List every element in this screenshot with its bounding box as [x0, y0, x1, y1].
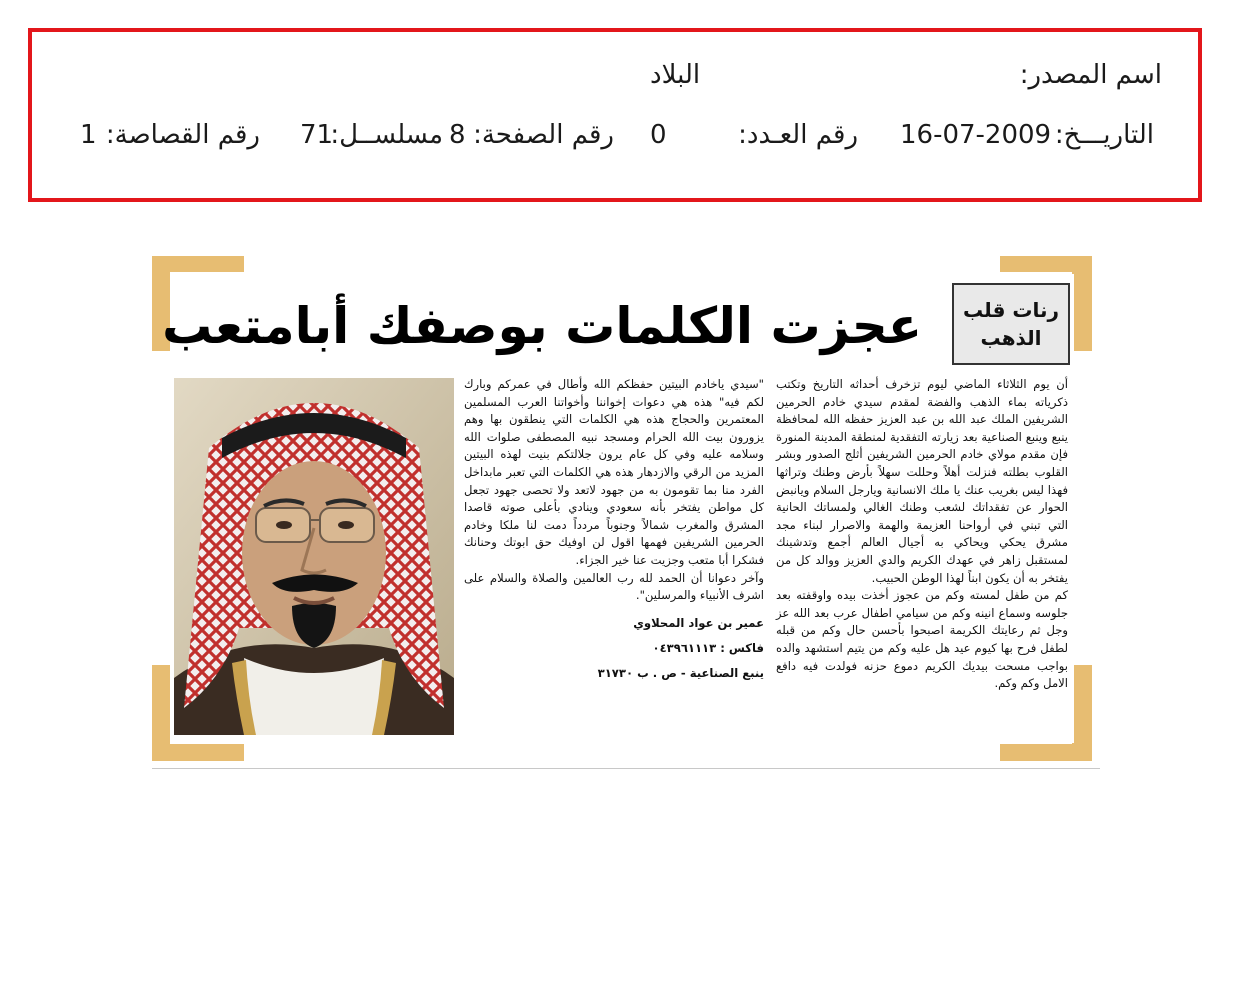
- author-address: ينبع الصناعية - ص . ب ٣١٧٣٠: [597, 665, 764, 680]
- page-value: 8: [449, 120, 466, 150]
- clipping-value: 1: [80, 120, 97, 150]
- article-column-right: [776, 376, 1068, 693]
- author-signature: [464, 611, 764, 686]
- page-label: رقم الصفحة:: [473, 120, 614, 150]
- serial-label: مسلســل:: [330, 120, 443, 150]
- portrait-illustration: [174, 378, 454, 735]
- paragraph: وآخر دعوانا أن الحمد لله رب العالمين والصلاة والسلام على اشرف الأنبياء والمرسلين".: [464, 570, 764, 603]
- source-info-box: [28, 28, 1202, 202]
- divider: [152, 768, 1100, 769]
- author-name: عمير بن عواد المحلاوي: [633, 615, 764, 630]
- serial-value: 71: [300, 120, 334, 150]
- portrait-photo: [174, 378, 454, 735]
- clipping-label: رقم القصاصة:: [105, 120, 260, 150]
- corner-bracket: [1000, 743, 1092, 761]
- article-column-left: [464, 376, 764, 686]
- corner-bracket: [1074, 256, 1092, 351]
- issue-label: رقم العـدد:: [738, 120, 858, 150]
- column-tag: [952, 283, 1070, 365]
- paragraph: كم من طفل لمسته وكم من عجوز أخذت بيده واوقفته بعد جلوسه وسماع انينه وكم من سيامي اطفال عرب بعد الله عز وجل ثم رعايتك الكريمة اصبحوا بأحسن حال وكم من قبله لطفل فرح بها كيوم عيد هل عليه وكم من يتيم استشهد والده بواجب مسحت بيديك الكريم دموع حزنه فولدت فيه دافع الامل وكم وكم.: [776, 588, 1068, 691]
- date-value: 16-07-2009: [900, 120, 1052, 150]
- article-headline: عجزت الكلمات بوصفك أبامتعب: [162, 297, 922, 355]
- author-fax: فاكس : ٠٤٣٩٦١١١٣: [652, 640, 764, 655]
- paragraph: "سيدي ياخادم البيتين حفظكم الله وأطال في عمركم وبارك لكم فيه" هذه هي دعوات إخواننا وأخواتنا العرب المسلمين المعتمرين والحجاج هذه هي الكلمات التي ينطقون بها وهم يزورون بيت الله الحرام ومسجد نبيه المصطفى صلوات الله وسلامه عليه وفي كل عام يرون جلالتكم بنيت لهذه البيتين المزيد من الرقي والازدهار هذه هي الكلمات التي تعبر مابداخل الفرد منا بما تقومون به من جهود لاتعد ولا تحصى جهود تجعل كل مواطن يفتخر بأنه سعودي وينادي بأعلى صوته قاصدا المشرق والمغرب شمالاً وجنوباً مردداً دمت لنا ملكا وخادم الحرمين الشريفين فهمها اقول لن اوفيك حق ابوتك وحنانك فشكرا أبا متعب وجزيت عنا خير الجزاء.: [464, 377, 764, 567]
- issue-value: 0: [650, 120, 667, 150]
- paragraph: أن يوم الثلاثاء الماضي ليوم تزخرف أحداثه التاريخ وتكتب ذكرياته بماء الذهب والفضة لمقدم سيدي خادم الحرمين الشريفين الملك عبد الله بن عبد العزيز حفظه الله لمحافظة ينبع وينبع الصناعية بعد زيارته التفقدية لمنطقة المدينة المنورة فإن مقدم مولاي خادم الحرمين الشريفين أثلج الصدور وبشر القلوب بطلته فنزلت أهلاً وحللت سهلاً بأرض وطنك وتراثها فهذا ليس بغريب عنك يا ملك الانسانية ويارجل السلام ويانبض الحوار عن تفقداتك لشعب وطنك الغالي ولمساتك الحانية التي تبني في أرواحنا العزيمة والهمة والاصرار لبناء مجد مشرق يحكي ويحاكي به أجيال العالم أجمع وتدشينك لمستقبل زاهر في عهدك الكريم والدي العزيز ووالد كل من يفتخر به أن يكون ابناً لهذا الوطن الحبيب.: [776, 377, 1068, 585]
- date-label: التاريـــخ:: [1054, 120, 1154, 150]
- source-value: البلاد: [650, 60, 701, 90]
- source-label: اسم المصدر:: [1019, 60, 1162, 90]
- corner-bracket: [152, 743, 244, 761]
- column-tag-text: رنات قلب الذهب: [962, 298, 1060, 350]
